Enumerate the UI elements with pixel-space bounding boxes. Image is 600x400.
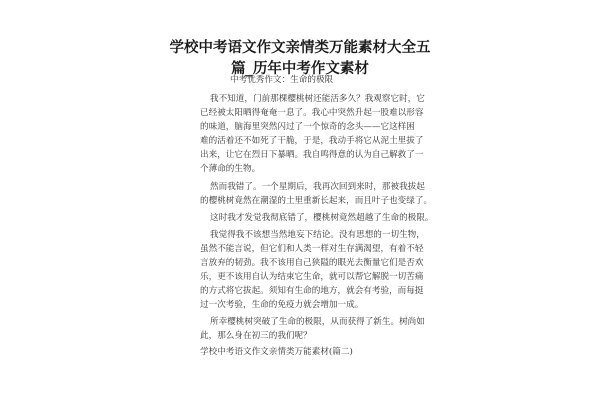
essay-subtitle: 中考优秀作文：生命的极限 (230, 75, 334, 85)
paragraph-line: 此，那么身在初三的我们呢？ (200, 331, 312, 341)
paragraph-line: 乐，更不该用自认为结束它生命，就可以帮它解脱一切苦痛 (200, 272, 424, 282)
paragraph-line: 的方式将它拔起。须知有生命的地方，就会有考验，而每挺 (200, 286, 424, 296)
paragraph-line: 难的活着还不如死了干脆，于是，我动手将它从泥土里拔了 (200, 136, 424, 146)
paragraph-line: 的味道，脑海里突然闪过了一个惊奇的念头——它这样困 (200, 122, 415, 132)
document-title-line-1: 学校中考语文作文亲情类万能素材大全五 (169, 40, 431, 56)
paragraph-line: 已经被太阳晒得奄奄一息了。我心中突然升起一股难以形容 (200, 108, 424, 118)
paragraph-line: 然而我错了。一个星期后，我再次回到来时，那被我拔起 (210, 182, 425, 192)
paragraph-line: 我不知道，门前那棵樱桃树还能活多久？我观察它时，它 (210, 94, 425, 104)
paragraph-line: 言放弃的韧劲。我不该用自己狭隘的眼光去衡量它们是否欢 (200, 258, 424, 268)
paragraph-line: 的樱桃树竟然在潮湿的土里重新长起来，而且叶子也变绿了。 (200, 196, 433, 206)
paragraph-line: 过一次考验，生命的免疫力就会增加一成。 (200, 300, 364, 310)
paragraph-line: 虽然不能言说，但它们和人类一样对生存满渴望，有着不轻 (200, 244, 424, 254)
paragraph-line: 这时我才发觉我彻底错了，樱桃树竟然超越了生命的极限。 (210, 213, 434, 223)
next-section-heading: 学校中考语文作文亲情类万能素材(篇二) (200, 347, 353, 357)
paragraph-line: 所幸樱桃树突破了生命的极限，从而获得了新生。树尚如 (210, 317, 425, 327)
paragraph-line: 我觉得我不该想当然地妄下结论。没有思想的一切生物， (210, 230, 425, 240)
paragraph-line: 个薄命的生物。 (200, 164, 261, 174)
document-title-line-2: 篇_历年中考作文素材 (231, 61, 369, 77)
paragraph-line: 出来，让它在烈日下暴晒。我自鸣得意的认为自己解救了一 (200, 150, 424, 160)
